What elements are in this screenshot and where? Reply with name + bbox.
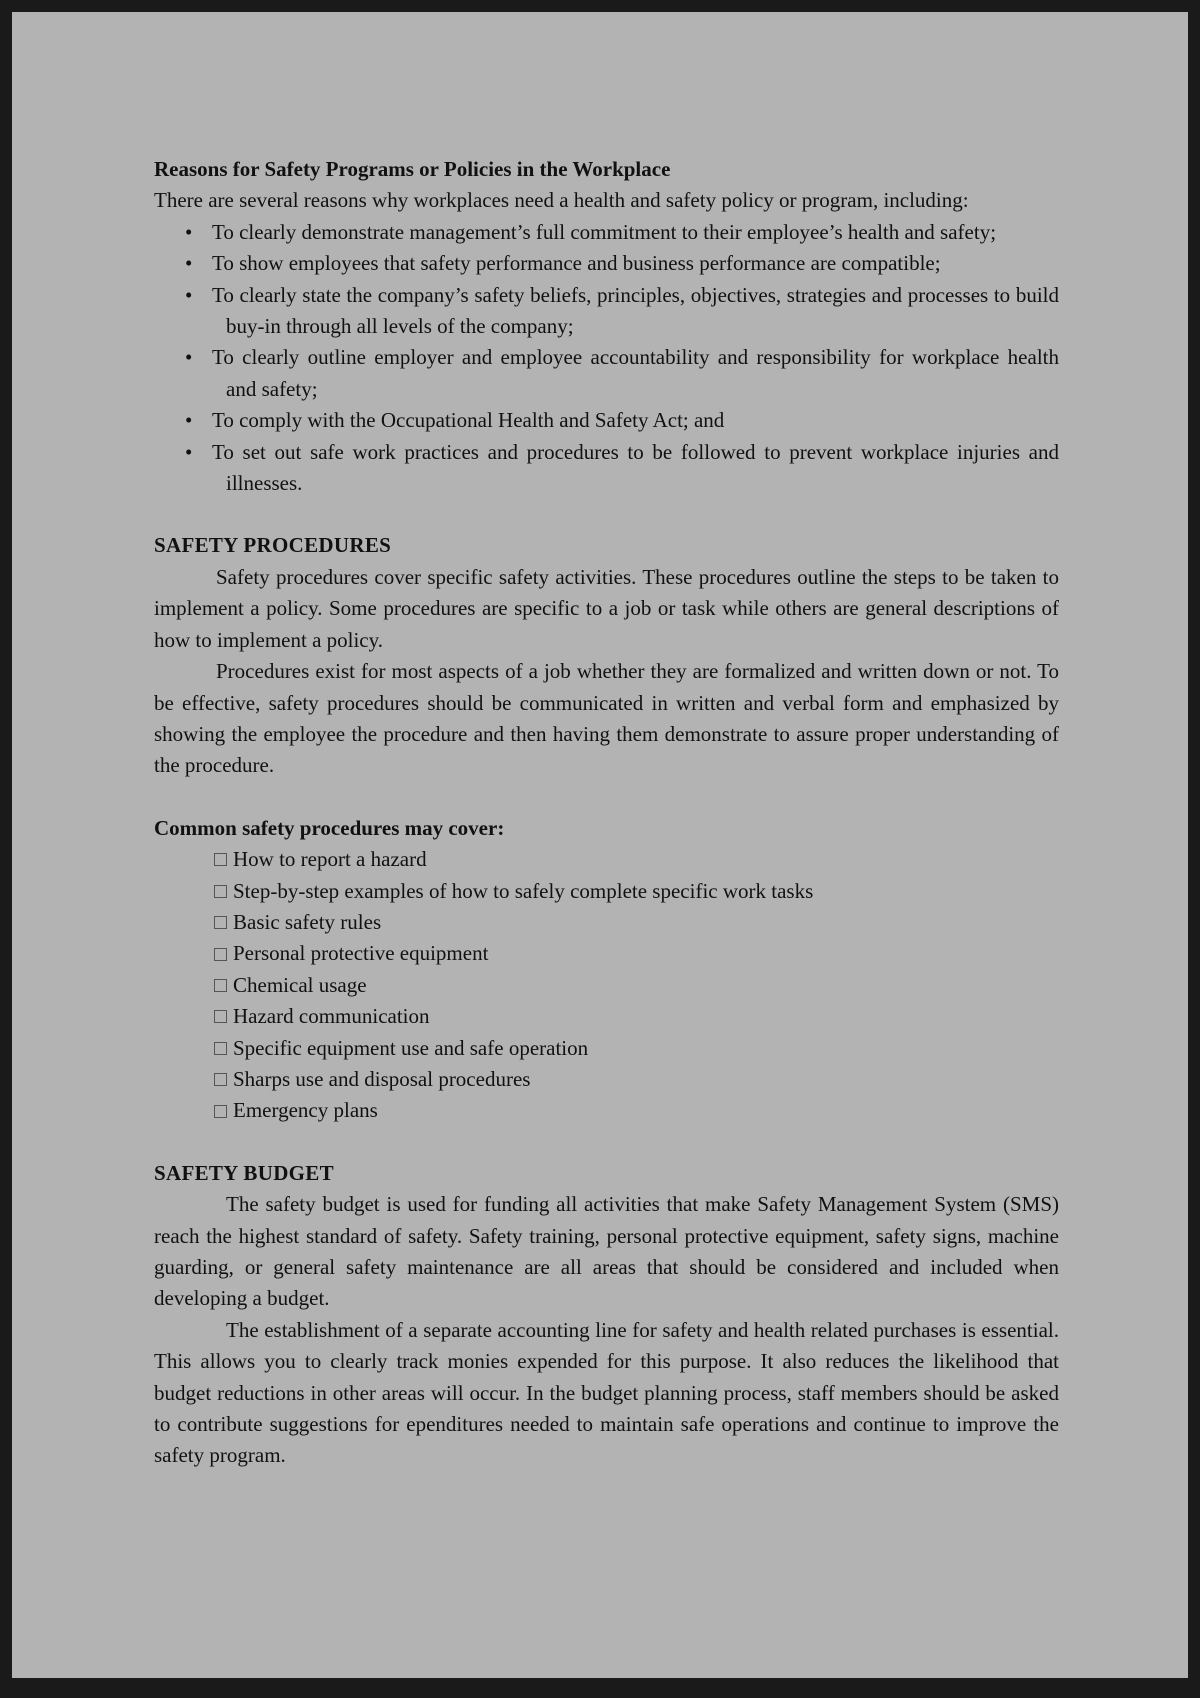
section-heading-safety-budget: SAFETY BUDGET xyxy=(154,1160,334,1185)
common-procedures-list xyxy=(154,844,1059,1127)
checkbox-icon xyxy=(214,948,227,961)
section-heading-common-procedures: Common safety procedures may cover: xyxy=(154,815,505,840)
list-item: • To clearly outline employer and employee accountability and responsibility for workplace health and safety; xyxy=(184,342,1059,405)
budget-paragraph-1: The safety budget is used for funding all activities that make Safety Management System (SMS) reach the highest standard of safety. Safety training, personal protective equipment, safety signs, machine guarding, or general safety maintenance are all areas that should be considered and included when developing a budget. xyxy=(154,1192,1059,1311)
list-item: • To set out safe work practices and procedures to be followed to prevent workplace injuries and illnesses. xyxy=(184,437,1059,500)
list-item: • To comply with the Occupational Health and Safety Act; and xyxy=(184,405,1059,436)
list-item: Step-by-step examples of how to safely complete specific work tasks xyxy=(214,876,1059,907)
checkbox-icon xyxy=(214,1105,227,1118)
list-item: Emergency plans xyxy=(214,1095,1059,1126)
list-item: Personal protective equipment xyxy=(214,938,1059,969)
checkbox-icon xyxy=(214,916,227,929)
list-item: Basic safety rules xyxy=(214,907,1059,938)
bullet-icon: • xyxy=(185,408,193,433)
bullet-icon: • xyxy=(185,282,193,307)
budget-paragraph-2: The establishment of a separate accounting line for safety and health related purchases is essential. This allows you to clearly track monies expended for this purpose. It also reduces the likelihood that budget reductions in other areas will occur. In the budget planning process, staff members should be asked to contribute suggestions for ependitures needed to maintain safe operations and continue to improve the safety program. xyxy=(154,1317,1059,1468)
list-item: Sharps use and disposal procedures xyxy=(214,1064,1059,1095)
list-item: Specific equipment use and safe operation xyxy=(214,1033,1059,1064)
list-item: Chemical usage xyxy=(214,970,1059,1001)
procedures-paragraph-1: Safety procedures cover specific safety activities. These procedures outline the steps to be taken to implement a policy. Some procedures are specific to a job or task while others are general descriptions of how to implement a policy. xyxy=(154,564,1059,652)
checkbox-icon xyxy=(214,885,227,898)
spacer xyxy=(154,782,1059,813)
bullet-icon: • xyxy=(185,439,193,464)
list-item: How to report a hazard xyxy=(214,844,1059,875)
page-content xyxy=(154,154,1059,1472)
checkbox-icon xyxy=(214,1010,227,1023)
list-item: • To clearly state the company’s safety beliefs, principles, objectives, strategies and processes to build buy-in through all levels of the company; xyxy=(184,280,1059,343)
bullet-icon: • xyxy=(185,251,193,276)
bullet-icon: • xyxy=(185,345,193,370)
checkbox-icon xyxy=(214,1042,227,1055)
bullet-icon: • xyxy=(185,219,193,244)
checkbox-icon xyxy=(214,853,227,866)
list-item: • To clearly demonstrate management’s full commitment to their employee’s health and safety; xyxy=(184,217,1059,248)
document-page[interactable] xyxy=(12,12,1188,1678)
spacer xyxy=(154,499,1059,530)
section-heading-reasons: Reasons for Safety Programs or Policies in the Workplace xyxy=(154,157,671,181)
list-item: Hazard communication xyxy=(214,1001,1059,1032)
checkbox-icon xyxy=(214,1073,227,1086)
spacer xyxy=(154,1127,1059,1158)
section-heading-safety-procedures: SAFETY PROCEDURES xyxy=(154,533,392,558)
checkbox-icon xyxy=(214,979,227,992)
list-item: • To show employees that safety performance and business performance are compatible; xyxy=(184,248,1059,279)
reasons-bullet-list xyxy=(154,217,1059,500)
reasons-intro: There are several reasons why workplaces need a health and safety policy or program, including: xyxy=(154,188,969,213)
procedures-paragraph-2: Procedures exist for most aspects of a job whether they are formalized and written down or not. To be effective, safety procedures should be communicated in written and verbal form and emphasized by showing the employee the procedure and then having them demonstrate to assure proper understanding of the procedure. xyxy=(154,659,1059,778)
